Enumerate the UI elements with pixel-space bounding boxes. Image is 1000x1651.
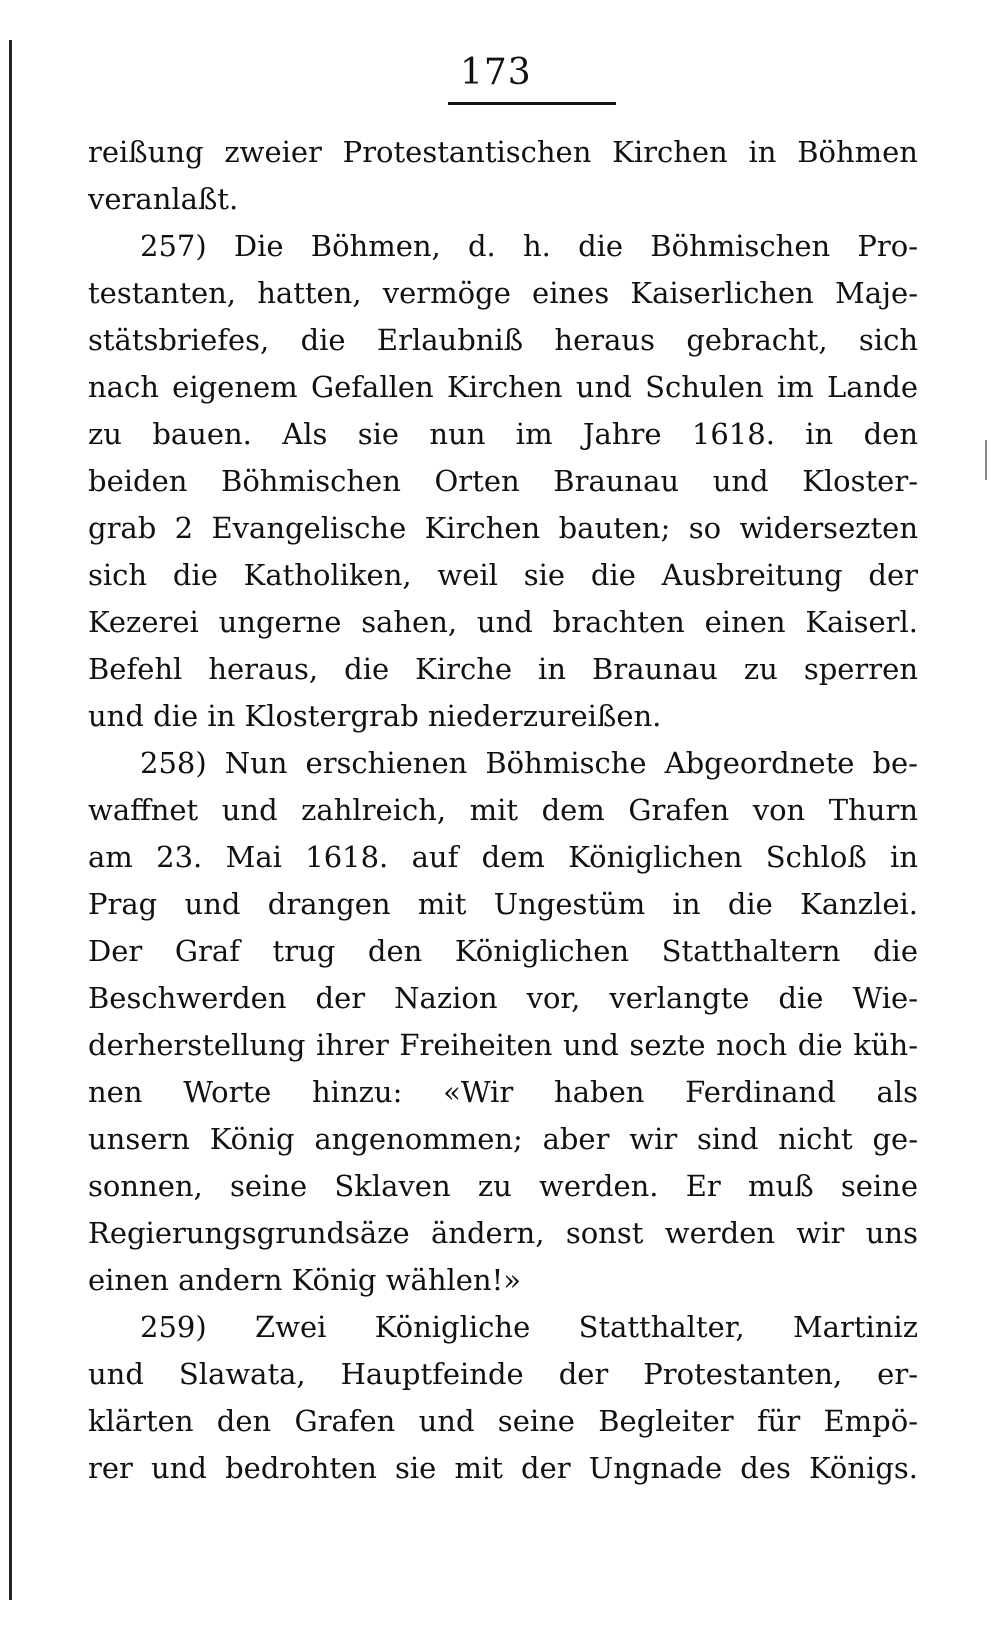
text-line: Prag und drangen mit Ungestüm in die Kanzlei.: [88, 887, 918, 921]
text-line: Beschwerden der Nazion vor, verlangte die Wie-: [88, 981, 918, 1015]
text-line: veranlaßt.: [88, 182, 239, 216]
text-line: Befehl heraus, die Kirche in Braunau zu sperren: [88, 652, 918, 686]
text-line: rer und bedrohten sie mit der Ungnade des Königs.: [88, 1451, 918, 1485]
text-line: nach eigenem Gefallen Kirchen und Schulen im Lande: [88, 370, 918, 404]
text-line: testanten, hatten, vermöge eines Kaiserlichen Maje-: [88, 276, 918, 310]
text-line: Der Graf trug den Königlichen Statthaltern die: [88, 934, 918, 968]
text-line: Regierungsgrundsäze ändern, sonst werden wir uns: [88, 1216, 918, 1250]
text-line: nen Worte hinzu: «Wir haben Ferdinand als: [88, 1075, 918, 1109]
text-line: waffnet und zahlreich, mit dem Grafen von Thurn: [88, 793, 918, 827]
text-line: einen andern König wählen!»: [88, 1263, 522, 1297]
text-line: unsern König angenommen; aber wir sind nicht ge-: [88, 1122, 918, 1156]
text-line: klärten den Grafen und seine Begleiter für Empö-: [88, 1404, 918, 1438]
text-line: 259) Zwei Königliche Statthalter, Martiniz: [140, 1310, 918, 1344]
text-line: grab 2 Evangelische Kirchen bauten; so widersezten: [88, 511, 918, 545]
text-line: 257) Die Böhmen, d. h. die Böhmischen Pro-: [140, 229, 918, 263]
text-line: reißung zweier Protestantischen Kirchen in Böhmen: [88, 135, 918, 169]
text-line: 258) Nun erschienen Böhmische Abgeordnete be-: [140, 746, 918, 780]
text-line: derherstellung ihrer Freiheiten und sezte noch die küh-: [88, 1028, 918, 1062]
text-line: und die in Klostergrab niederzureißen.: [88, 699, 662, 733]
page-number: 173: [460, 52, 532, 93]
text-line: stätsbriefes, die Erlaubniß heraus gebracht, sich: [88, 323, 918, 357]
text-line: am 23. Mai 1618. auf dem Königlichen Schloß in: [88, 840, 918, 874]
text-line: Kezerei ungerne sahen, und brachten einen Kaiserl.: [88, 605, 918, 639]
header-rule: [448, 102, 616, 105]
right-page-mark: [985, 440, 987, 480]
text-line: zu bauen. Als sie nun im Jahre 1618. in den: [88, 417, 918, 451]
text-line: und Slawata, Hauptfeinde der Protestanten, er-: [88, 1357, 918, 1391]
text-line: sich die Katholiken, weil sie die Ausbreitung der: [88, 558, 918, 592]
text-line: sonnen, seine Sklaven zu werden. Er muß seine: [88, 1169, 918, 1203]
text-line: beiden Böhmischen Orten Braunau und Kloster-: [88, 464, 918, 498]
left-page-edge: [9, 40, 12, 1600]
